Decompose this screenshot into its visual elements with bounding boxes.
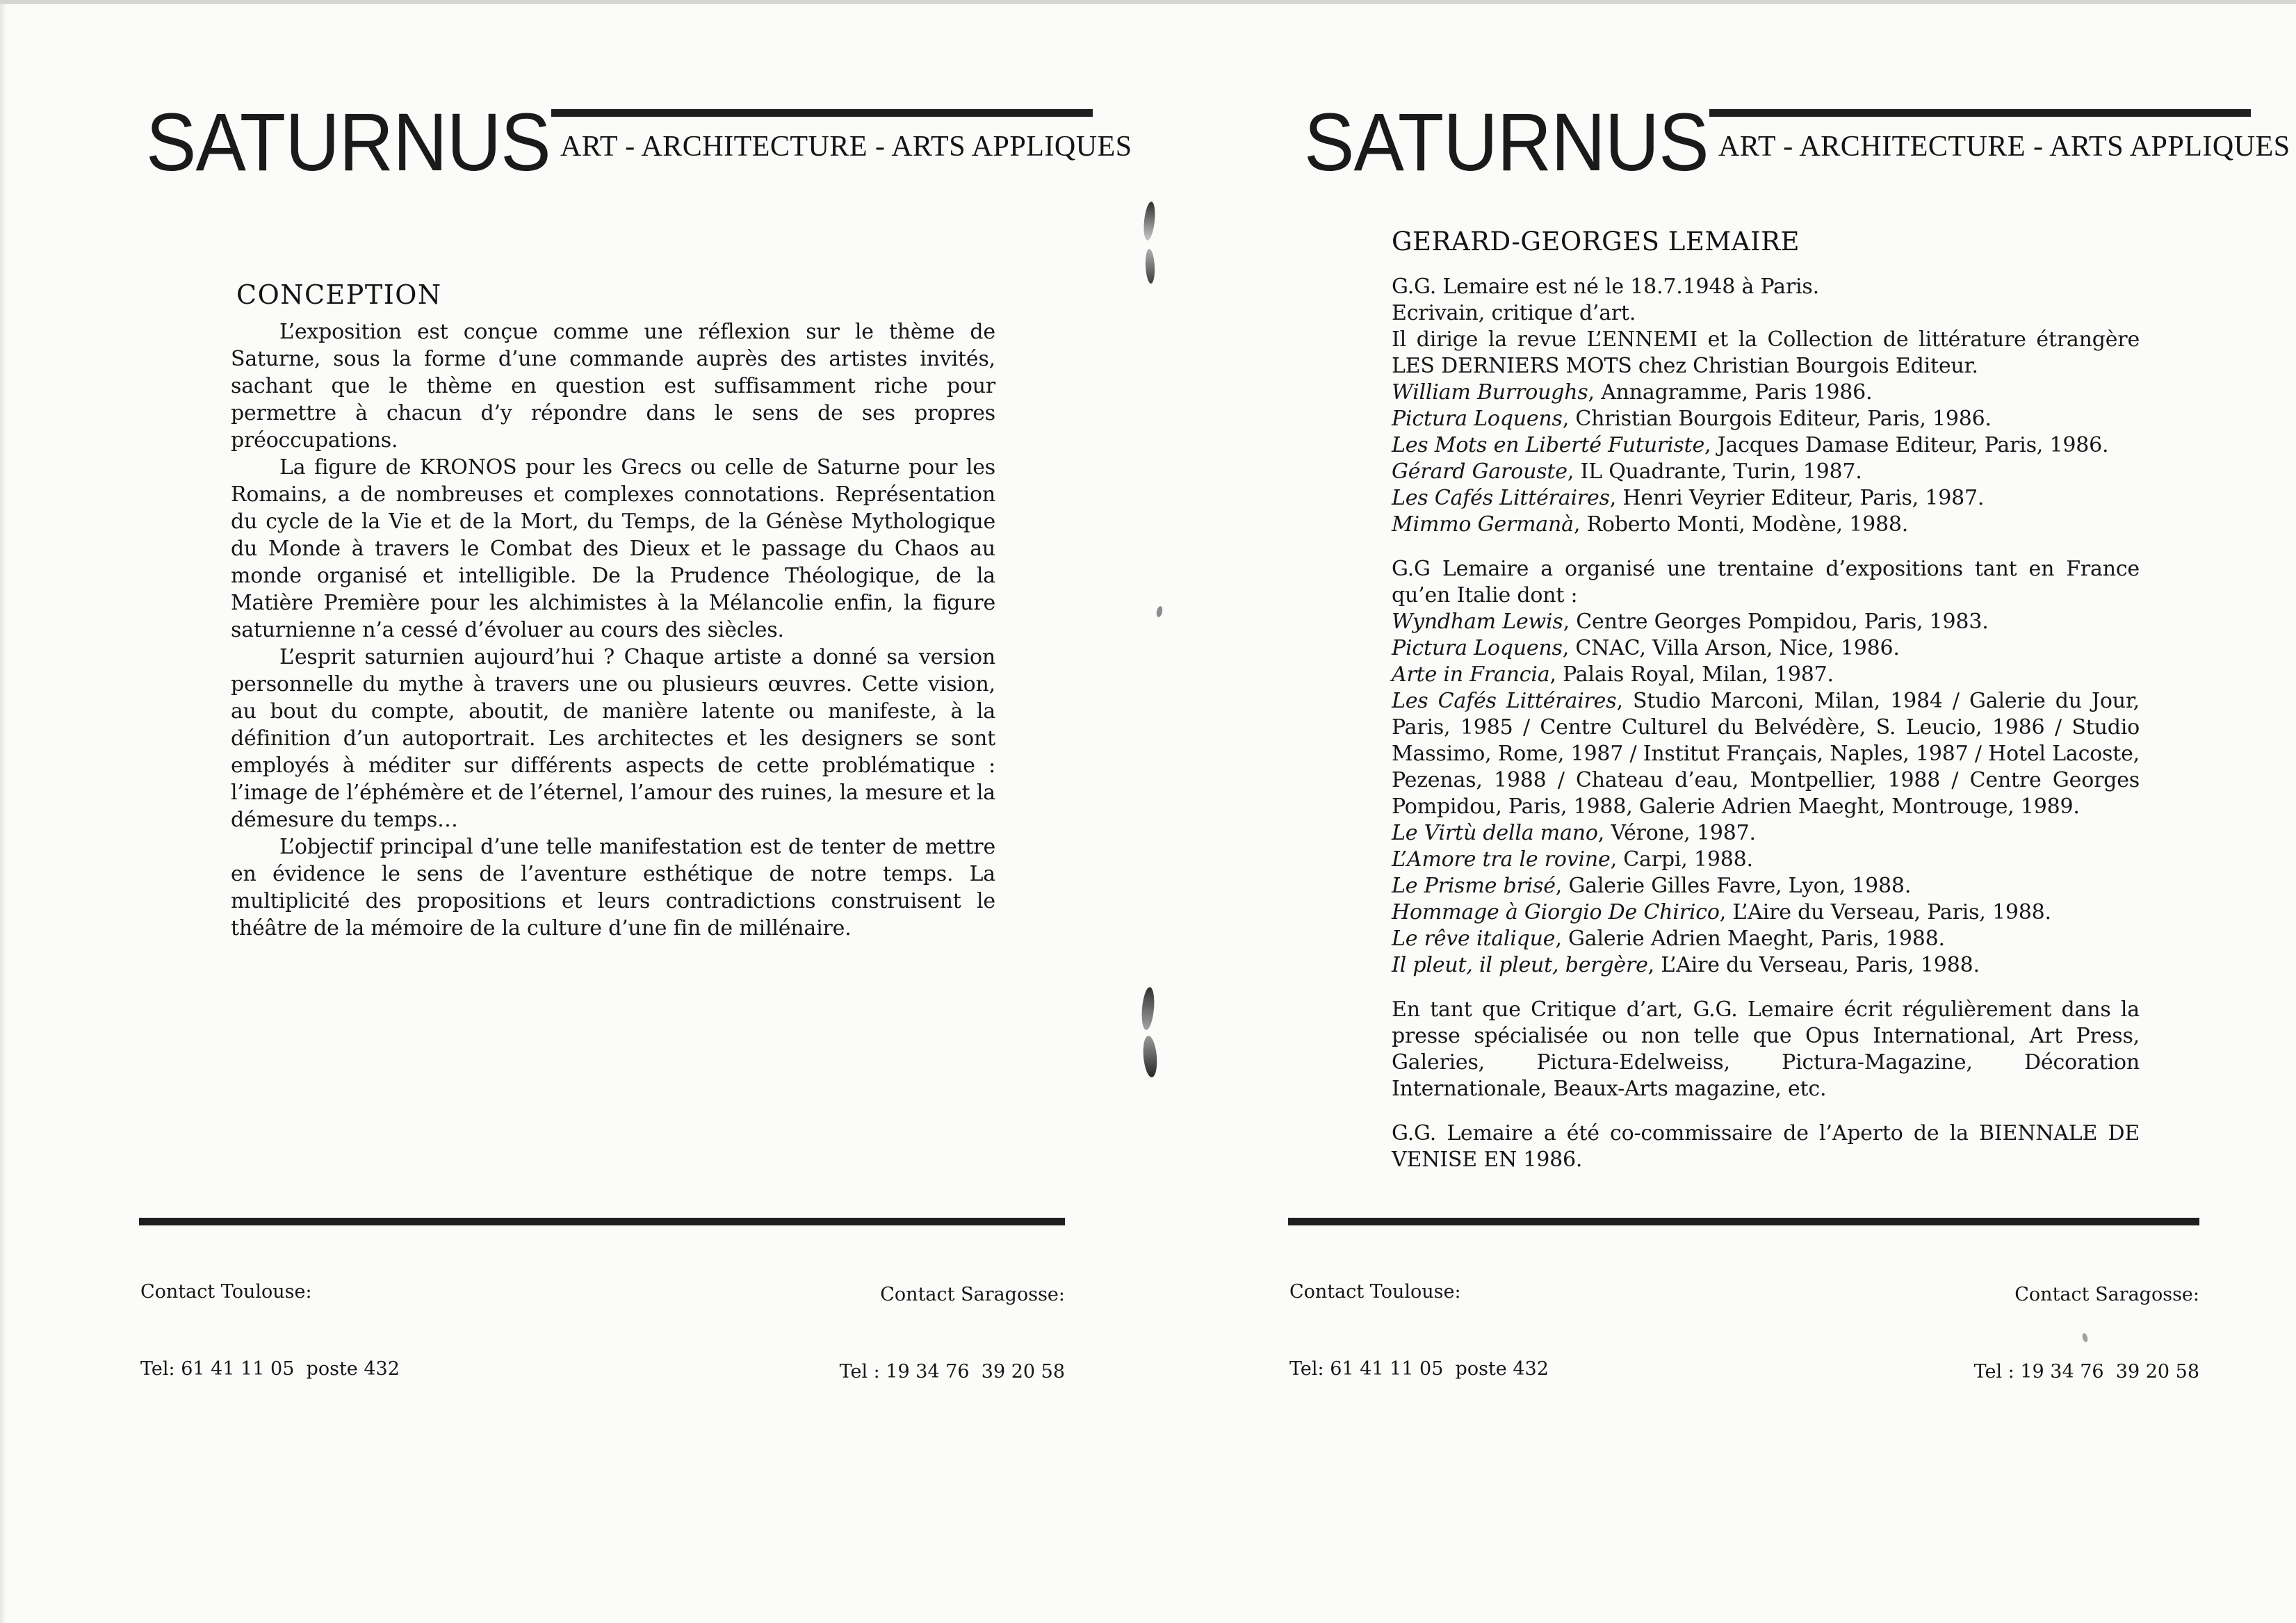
book-list — [1392, 380, 2140, 538]
exhibition-list — [1392, 609, 2140, 979]
biennale-paragraph: G.G. Lemaire a été co-commissaire de l’Aperto de la BIENNALE DE VENISE EN 1986. — [1392, 1121, 2140, 1172]
scan-edge-top — [0, 0, 2296, 4]
exhibition-entry: Wyndham Lewis, Centre Georges Pompidou, Paris, 1983. — [1392, 610, 1989, 634]
contact-saragosse-label: Contact Saragosse: — [880, 1284, 1065, 1305]
paragraph: L’esprit saturnien aujourd’hui ? Chaque artiste a donné sa version personnelle du mythe à travers une ou plusieurs œuvres. Cette vision, au bout du compte, aboutit, de manière latente ou manifeste, à la définition d’un autoportrait. Les architectes et les designers se sont employés à méditer sur différents aspects de cette problématique : l’image de l’éphémère et de l’éternel, l’amour des ruines, la mesure et la démesure du temps… — [231, 645, 995, 832]
title-italic: Les Cafés Littéraires — [1392, 486, 1610, 510]
header-rule-left — [551, 109, 1093, 117]
exhibition-entry: Arte in Francia, Palais Royal, Milan, 1987. — [1392, 662, 1834, 687]
footer-right — [1288, 1228, 2199, 1383]
book-entry: Gérard Garouste, IL Quadrante, Turin, 1987. — [1392, 459, 1862, 484]
exhibition-entry: Le Virtù della mano, Vérone, 1987. — [1392, 821, 1756, 845]
exhibition-entry: Les Cafés Littéraires, Studio Marconi, Milan, 1984 / Galerie du Jour, Paris, 1985 / Centre Culturel du Belvédère, S. Leucio, 1986 / Studio Massimo, Rome, 1987 / Institut Français, Naples, 1987 / Hotel Lacoste, Pezenas, 1988 / Chateau d’eau, Montpellier, 1988 / Centre Georges Pompidou, Paris, 1988, Galerie Adrien Maeght, Montrouge, 1989. — [1392, 689, 2140, 819]
title-italic: Arte in Francia — [1392, 662, 1550, 687]
contact-saragosse-label: Contact Saragosse: — [2014, 1284, 2199, 1305]
contact-saragosse — [840, 1230, 1065, 1436]
exhibition-entry: L’Amore tra le rovine, Carpi, 1988. — [1392, 847, 1753, 872]
book-entry: William Burroughs, Annagramme, Paris 1986. — [1392, 380, 1873, 405]
saturnus-logo-right: SATURNUS — [1304, 97, 1709, 188]
ink-speck — [1155, 605, 1163, 617]
saturnus-logo-left: SATURNUS — [146, 97, 551, 188]
exhibition-entry: Il pleut, il pleut, bergère, L’Aire du Verseau, Paris, 1988. — [1392, 953, 1980, 977]
title-italic: Mimmo Germanà — [1392, 512, 1574, 537]
conception-title: CONCEPTION — [236, 279, 442, 310]
tagline-left: ART - ARCHITECTURE - ARTS APPLIQUES — [560, 131, 1132, 163]
scan-edge-left — [0, 0, 6, 1623]
title-italic: L’Amore tra le rovine — [1392, 847, 1611, 872]
contact-saragosse — [1974, 1230, 2199, 1436]
book-entry: Mimmo Germanà, Roberto Monti, Modène, 1988. — [1392, 512, 1909, 537]
lemaire-title: GERARD-GEORGES LEMAIRE — [1392, 227, 1800, 256]
title-italic: Pictura Loquens — [1392, 636, 1563, 660]
lemaire-body — [1392, 274, 2140, 1173]
title-italic: Pictura Loquens — [1392, 407, 1563, 431]
book-entry: Pictura Loquens, Christian Bourgois Editeur, Paris, 1986. — [1392, 407, 1992, 431]
title-italic: Le rêve italique — [1392, 927, 1556, 951]
exhibition-entry: Pictura Loquens, CNAC, Villa Arson, Nice, 1986. — [1392, 636, 1900, 660]
conception-body — [231, 318, 995, 942]
contact-toulouse — [1289, 1228, 1549, 1433]
staple-mark — [1142, 201, 1157, 240]
paragraph: La figure de KRONOS pour les Grecs ou celle de Saturne pour les Romains, a de nombreuses et complexes connotations. Représentation du cycle de la Vie et de la Mort, du Temps, de la Génèse Mythologique du Monde à travers le Combat des Dieux et le passage du Chaos au monde organisé et intelligible. De la Prudence Théologique, de la Matière Première pour les alchimistes à la Mélancolie enfin, la figure saturnienne n’a cessé d’évoluer au cours des siècles. — [231, 455, 995, 642]
book-entry: Les Cafés Littéraires, Henri Veyrier Editeur, Paris, 1987. — [1392, 486, 1985, 510]
footer-rule-left — [139, 1218, 1065, 1225]
contact-toulouse-label: Contact Toulouse: — [1289, 1281, 1461, 1303]
contact-toulouse-label: Contact Toulouse: — [140, 1281, 312, 1303]
title-italic: Le Prisme brisé — [1392, 874, 1556, 898]
exhibitions-intro: G.G Lemaire a organisé une trentaine d’expositions tant en France qu’en Italie dont : — [1392, 557, 2140, 607]
bio-lines — [1392, 274, 2140, 380]
header-rule-right — [1709, 109, 2251, 117]
bio-line: Il dirige la revue L’ENNEMI et la Collection de littérature étrangère LES DERNIERS MOTS chez Christian Bourgois Editeur. — [1392, 327, 2140, 378]
title-italic: Les Cafés Littéraires — [1392, 689, 1617, 713]
contact-toulouse-tel: Tel: 61 41 11 05 poste 432 — [1289, 1358, 1549, 1380]
exhibition-entry: Le rêve italique, Galerie Adrien Maeght, Paris, 1988. — [1392, 927, 1945, 951]
bio-line: G.G. Lemaire est né le 18.7.1948 à Paris. — [1392, 275, 1819, 299]
paragraph: L’objectif principal d’une telle manifestation est de tenter de mettre en évidence le sens de l’aventure esthétique de notre temps. La multiplicité des propositions et leurs contradictions construisent le théâtre de la mémoire de la culture d’une fin de millénaire. — [231, 835, 995, 940]
tagline-right: ART - ARCHITECTURE - ARTS APPLIQUES — [1718, 131, 2290, 163]
staple-mark — [1140, 986, 1155, 1030]
exhibition-entry: Le Prisme brisé, Galerie Gilles Favre, Lyon, 1988. — [1392, 874, 1912, 898]
contact-saragosse-tel: Tel : 19 34 76 39 20 58 — [1973, 1361, 2199, 1383]
paragraph: L’exposition est conçue comme une réflexion sur le thème de Saturne, sous la forme d’une commande auprès des artistes invités, sachant que le thème en question est suffisamment riche pour permettre à chacun d’y répondre dans le sens de ses propres préoccupations. — [231, 320, 995, 452]
book-entry: Les Mots en Liberté Futuriste, Jacques Damase Editeur, Paris, 1986. — [1392, 433, 2109, 457]
title-italic: Le Virtù della mano — [1392, 821, 1598, 845]
exhibition-entry: Hommage à Giorgio De Chirico, L’Aire du Verseau, Paris, 1988. — [1392, 900, 2051, 924]
contact-toulouse — [140, 1228, 400, 1433]
press-paragraph: En tant que Critique d’art, G.G. Lemaire écrit régulièrement dans la presse spécialisée ou non telle que Opus International, Art Press, Galeries, Pictura-Edelweiss, Pictura-Magazine, Décoration Internationale, Beaux-Arts magazine, etc. — [1392, 997, 2140, 1101]
title-italic: Gérard Garouste — [1392, 459, 1568, 484]
title-italic: Il pleut, il pleut, bergère — [1392, 953, 1648, 977]
title-italic: Hommage à Giorgio De Chirico — [1392, 900, 1720, 924]
bio-line: Ecrivain, critique d’art. — [1392, 301, 1636, 325]
title-italic: William Burroughs — [1392, 380, 1588, 405]
contact-toulouse-tel: Tel: 61 41 11 05 poste 432 — [140, 1358, 400, 1380]
footer-rule-right — [1288, 1218, 2199, 1225]
staple-mark — [1141, 1035, 1158, 1077]
contact-saragosse-tel: Tel : 19 34 76 39 20 58 — [839, 1361, 1065, 1383]
footer-left — [139, 1228, 1065, 1383]
title-italic: Les Mots en Liberté Futuriste — [1392, 433, 1705, 457]
title-italic: Wyndham Lewis — [1392, 610, 1563, 634]
staple-mark — [1145, 249, 1156, 284]
